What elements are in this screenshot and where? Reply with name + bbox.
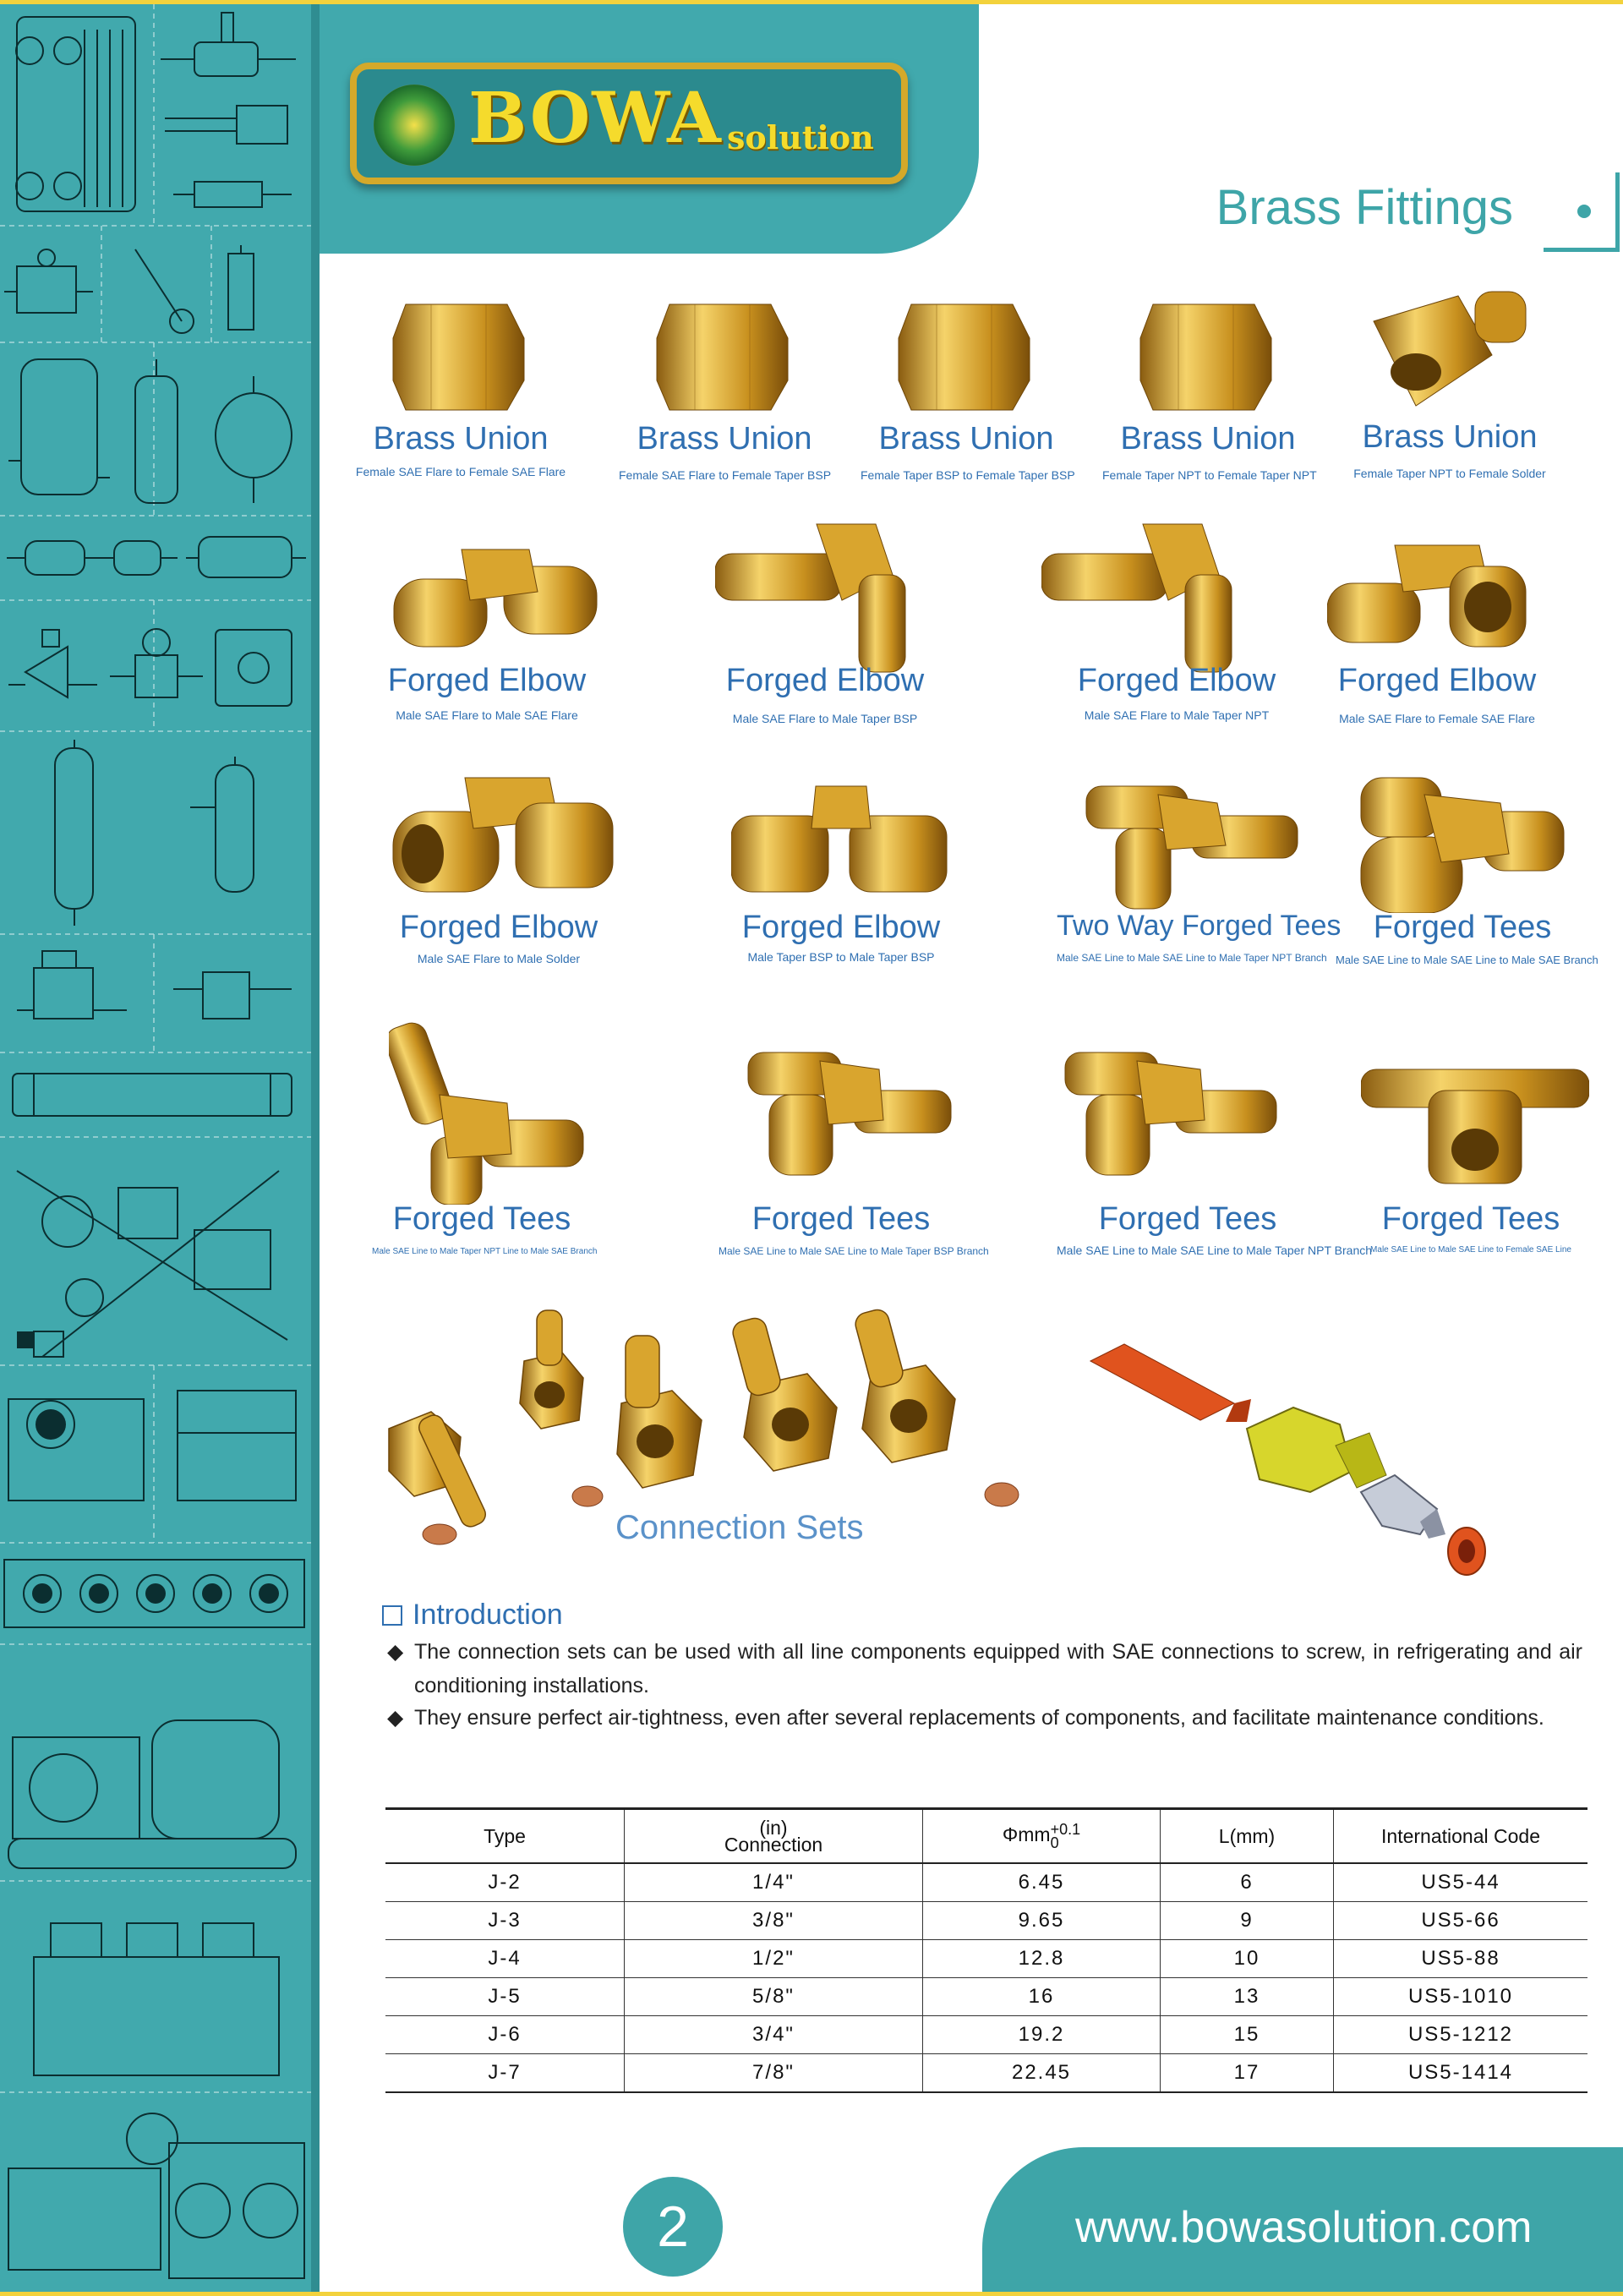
cell-length: 10 bbox=[1161, 1940, 1334, 1978]
page-title: Brass Fittings bbox=[1216, 180, 1513, 235]
product-desc: Male SAE Line to Male SAE Line to Male SAE Branch bbox=[1336, 954, 1598, 966]
brass-union-image bbox=[1136, 287, 1280, 414]
cell-length: 13 bbox=[1161, 1978, 1334, 2016]
logo-tagline: solution bbox=[727, 118, 874, 156]
forged-tee-image bbox=[1357, 769, 1568, 913]
brass-union-image bbox=[894, 287, 1038, 414]
sidebar-accent-strip bbox=[311, 4, 320, 2292]
product-desc: Male SAE Flare to Male Taper BSP bbox=[732, 712, 918, 725]
product-name: Brass Union bbox=[637, 421, 812, 456]
title-bracket-decoration bbox=[1544, 172, 1620, 252]
product-desc: Male SAE Line to Male SAE Line to Male Taper NPT Branch bbox=[1057, 1244, 1373, 1257]
forged-elbow-image bbox=[389, 769, 617, 905]
product-card[interactable] bbox=[355, 279, 566, 490]
two-way-tee-image bbox=[1082, 769, 1302, 913]
product-card[interactable] bbox=[727, 761, 955, 972]
product-card[interactable] bbox=[377, 516, 597, 727]
cell-code: US5-44 bbox=[1334, 1863, 1588, 1902]
forged-tee-image bbox=[1361, 1057, 1589, 1192]
cell-type: J-5 bbox=[385, 1978, 625, 2016]
introduction-heading bbox=[382, 1599, 563, 1632]
product-name: Forged Elbow bbox=[1077, 663, 1276, 698]
product-desc: Female SAE Flare to Female SAE Flare bbox=[355, 465, 566, 478]
product-desc: Male SAE Flare to Male SAE Flare bbox=[396, 708, 578, 722]
product-desc: Male SAE Line to Male SAE Line to Male Taper NPT Branch bbox=[1057, 952, 1327, 964]
intro-bullet-text: The connection sets can be used with all line components equipped with SAE connections to screw, in refrigerating and air conditioning installations. bbox=[414, 1640, 1582, 1697]
product-name: Forged Tees bbox=[392, 1201, 571, 1237]
cell-connection: 3/8" bbox=[625, 1902, 923, 1940]
product-name: Forged Elbow bbox=[725, 663, 925, 698]
product-name: Forged Elbow bbox=[399, 910, 598, 945]
product-desc: Female SAE Flare to Female Taper BSP bbox=[619, 468, 832, 482]
cell-code: US5-88 bbox=[1334, 1940, 1588, 1978]
product-name: Two Way Forged Tees bbox=[1057, 910, 1342, 942]
table-row bbox=[385, 1863, 1587, 1902]
table-row bbox=[385, 1978, 1587, 2016]
specifications-table bbox=[385, 1807, 1587, 2093]
product-name: Forged Tees bbox=[1381, 1201, 1560, 1237]
product-desc: Female Taper NPT to Female Taper NPT bbox=[1102, 468, 1317, 482]
product-desc: Male SAE Line to Male SAE Line to Male Taper BSP Branch bbox=[719, 1245, 989, 1257]
product-name: Forged Elbow bbox=[741, 910, 941, 945]
forged-tee-image bbox=[1061, 1044, 1281, 1179]
brass-union-solder-image bbox=[1365, 279, 1534, 414]
cell-diameter: 16 bbox=[923, 1978, 1161, 2016]
table-row bbox=[385, 1902, 1587, 1940]
checkbox-icon bbox=[382, 1605, 402, 1626]
cell-diameter: 6.45 bbox=[923, 1863, 1161, 1902]
cell-length: 17 bbox=[1161, 2054, 1334, 2093]
intro-bullet-text: They ensure perfect air-tightness, even after several replacements of components, and facilitate maintenance conditions. bbox=[414, 1706, 1544, 1730]
product-card[interactable] bbox=[715, 516, 935, 727]
product-name: Forged Tees bbox=[1098, 1201, 1277, 1237]
diamond-bullet-icon: ◆ bbox=[387, 1640, 404, 1664]
product-name: Brass Union bbox=[1362, 419, 1538, 455]
product-card[interactable] bbox=[1057, 1040, 1373, 1264]
forged-elbow-image bbox=[731, 778, 951, 905]
table-row bbox=[385, 1940, 1587, 1978]
cell-length: 15 bbox=[1161, 2016, 1334, 2054]
logo-emblem-icon bbox=[374, 85, 455, 166]
diamond-bullet-icon: ◆ bbox=[387, 1706, 404, 1730]
logo-wordmark: BOWA bbox=[468, 78, 723, 159]
website-link[interactable]: www.bowasolution.com bbox=[1075, 2203, 1533, 2252]
header-international-code: International Code bbox=[1334, 1809, 1588, 1864]
product-desc: Female Taper NPT to Female Solder bbox=[1353, 467, 1546, 480]
sidebar-equipment-gallery bbox=[0, 4, 311, 2292]
header-connection-unit: (in) bbox=[759, 1817, 788, 1839]
cell-code: US5-66 bbox=[1334, 1902, 1588, 1940]
product-card[interactable] bbox=[389, 761, 609, 972]
product-card[interactable] bbox=[1057, 761, 1342, 972]
product-card[interactable] bbox=[1327, 516, 1547, 727]
product-card[interactable] bbox=[1361, 1052, 1581, 1264]
cell-code: US5-1414 bbox=[1334, 2054, 1588, 2093]
product-card[interactable] bbox=[1102, 279, 1317, 490]
introduction-heading-text: Introduction bbox=[413, 1599, 563, 1631]
forged-elbow-image bbox=[385, 533, 605, 659]
product-desc: Male SAE Flare to Male Taper NPT bbox=[1084, 708, 1270, 722]
page-number-badge: 2 bbox=[623, 2177, 723, 2277]
header-length: L(mm) bbox=[1161, 1809, 1334, 1864]
cell-diameter: 22.45 bbox=[923, 2054, 1161, 2093]
forged-tee-image bbox=[389, 1019, 592, 1205]
product-desc: Male SAE Line to Male Taper NPT Line to Male SAE Branch bbox=[372, 1247, 598, 1256]
cell-length: 9 bbox=[1161, 1902, 1334, 1940]
connection-set-exploded-diagram bbox=[1082, 1327, 1522, 1589]
product-name: Forged Tees bbox=[1373, 910, 1552, 945]
cell-type: J-2 bbox=[385, 1863, 625, 1902]
cell-connection: 3/4" bbox=[625, 2016, 923, 2054]
product-name: Forged Tees bbox=[751, 1201, 931, 1237]
cell-connection: 1/4" bbox=[625, 1863, 923, 1902]
equipment-line-art bbox=[0, 4, 311, 2292]
product-card[interactable] bbox=[372, 1010, 598, 1264]
table-row bbox=[385, 2054, 1587, 2093]
product-name: Forged Elbow bbox=[1337, 663, 1537, 698]
intro-bullet bbox=[387, 1635, 1582, 1703]
product-name: Brass Union bbox=[373, 421, 549, 456]
header-diameter-label: Φmm bbox=[1002, 1823, 1051, 1846]
header-connection-label: Connection bbox=[724, 1834, 823, 1856]
product-card[interactable] bbox=[1344, 279, 1555, 490]
cell-length: 6 bbox=[1161, 1863, 1334, 1902]
product-name: Brass Union bbox=[878, 421, 1054, 456]
bottom-border bbox=[0, 2292, 1623, 2296]
cell-connection: 7/8" bbox=[625, 2054, 923, 2093]
product-desc: Male Taper BSP to Male Taper BSP bbox=[747, 950, 935, 964]
product-card[interactable] bbox=[1067, 516, 1287, 727]
product-card[interactable] bbox=[619, 279, 830, 490]
product-name: Brass Union bbox=[1120, 421, 1296, 456]
product-card[interactable] bbox=[719, 1040, 989, 1264]
product-card[interactable] bbox=[861, 279, 1075, 490]
product-desc: Male SAE Flare to Male Solder bbox=[417, 952, 581, 965]
cell-type: J-4 bbox=[385, 1940, 625, 1978]
brass-union-image bbox=[653, 287, 796, 414]
product-desc: Male SAE Line to Male SAE Line to Female SAE Line bbox=[1370, 1245, 1571, 1255]
product-desc: Female Taper BSP to Female Taper BSP bbox=[861, 468, 1075, 482]
brand-logo[interactable] bbox=[350, 63, 908, 184]
cell-code: US5-1212 bbox=[1334, 2016, 1588, 2054]
forged-tee-image bbox=[744, 1044, 955, 1179]
cell-diameter: 19.2 bbox=[923, 2016, 1161, 2054]
brass-union-image bbox=[389, 287, 533, 414]
table-row bbox=[385, 2016, 1587, 2054]
cell-type: J-6 bbox=[385, 2016, 625, 2054]
cell-connection: 5/8" bbox=[625, 1978, 923, 2016]
intro-bullet bbox=[387, 1701, 1582, 1735]
product-card[interactable] bbox=[1336, 761, 1598, 972]
cell-diameter: 12.8 bbox=[923, 1940, 1161, 1978]
header-type: Type bbox=[385, 1809, 625, 1864]
cell-code: US5-1010 bbox=[1334, 1978, 1588, 2016]
cell-connection: 1/2" bbox=[625, 1940, 923, 1978]
cell-diameter: 9.65 bbox=[923, 1902, 1161, 1940]
cell-type: J-3 bbox=[385, 1902, 625, 1940]
product-desc: Male SAE Flare to Female SAE Flare bbox=[1339, 712, 1535, 725]
cell-type: J-7 bbox=[385, 2054, 625, 2093]
header-tolerance-lower: 0 bbox=[1050, 1834, 1059, 1851]
header-banner bbox=[320, 4, 979, 254]
header-connection bbox=[625, 1809, 923, 1864]
forged-elbow-image bbox=[1327, 533, 1547, 659]
header-tolerance-upper: +0.1 bbox=[1050, 1821, 1081, 1838]
header-diameter bbox=[923, 1809, 1161, 1864]
table-header-row bbox=[385, 1809, 1587, 1864]
connection-sets-label: Connection Sets bbox=[615, 1509, 864, 1546]
forged-elbow-image bbox=[1041, 516, 1261, 676]
forged-elbow-image bbox=[715, 516, 935, 676]
product-name: Forged Elbow bbox=[387, 663, 587, 698]
